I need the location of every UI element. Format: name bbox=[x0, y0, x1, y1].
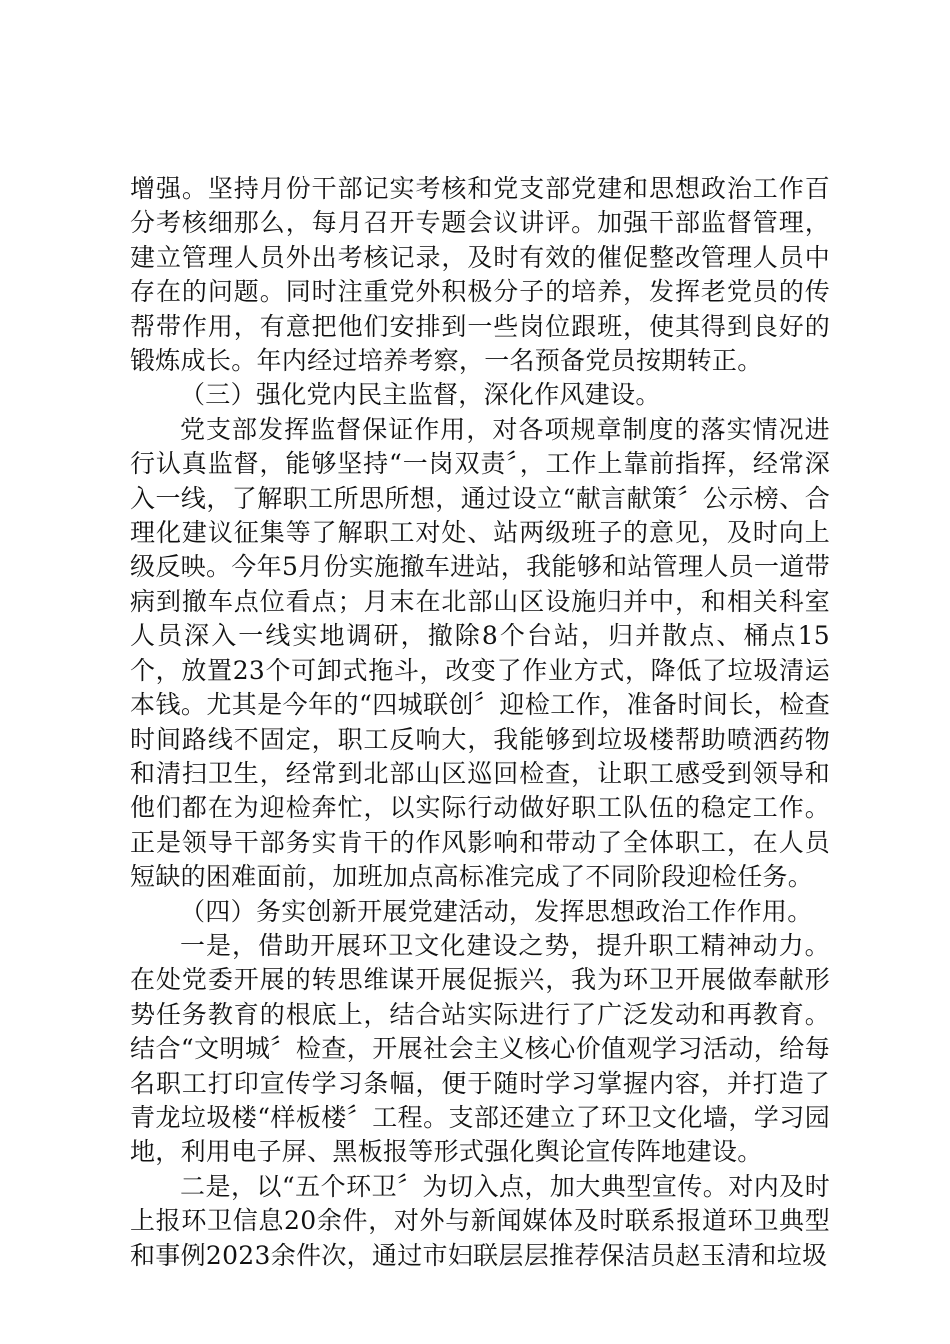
paragraph-culture: 一是，借助开展环卫文化建设之势，提升职工精神动力。在处党委开展的转思维谋开展促振兴，我为环卫开展做奉献形势任务教育的根底上，结合站实际进行了广泛发动和再教育。结合“文明城〞检查，开展社会主义核心价值观学习活动，给每名职工打印宣传学习条幅，便于随时学习掌握内容，并打造了青龙垃圾楼“样板楼〞工程。支部还建立了环卫文化墙，学习园地，利用电子屏、黑板报等形式强化舆论宣传阵地建设。 bbox=[130, 930, 830, 1167]
section-heading-4: （四）务实创新开展党建活动，发挥思想政治工作作用。 bbox=[180, 896, 813, 926]
paragraph-continuation: 增强。坚持月份干部记实考核和党支部党建和思想政治工作百分考核细那么，每月召开专题会议讲评。加强干部监督管理，建立管理人员外出考核记录，及时有效的催促整改管理人员中存在的问题。同时注重党外积极分子的培养，发挥老党员的传帮带作用，有意把他们安排到一些岗位跟班，使其得到良好的锻炼成长。年内经过培养考察，一名预备党员按期转正。 bbox=[130, 174, 830, 376]
section-heading-3: （三）强化党内民主监督，深化作风建设。 bbox=[180, 380, 661, 410]
paragraph-publicity: 二是，以“五个环卫〞为切入点，加大典型宣传。对内及时上报环卫信息20余件，对外与新闻媒体及时联系报道环卫典型和事例2023余件次，通过市妇联层层推荐保洁员赵玉清和垃圾 bbox=[130, 1171, 830, 1270]
document-page bbox=[130, 172, 830, 1273]
paragraph-supervision: 党支部发挥监督保证作用，对各项规章制度的落实情况进行认真监督，能够坚持“一岗双责〞，工作上靠前指挥，经常深入一线，了解职工所思所想，通过设立“献言献策〞公示榜、合理化建议征集等了解职工对处、站两级班子的意见，及时向上级反映。今年5月份实施撤车进站，我能够和站管理人员一道带病到撤车点位看点；月末在北部山区设施归并中，和相关科室人员深入一线实地调研，撤除8个台站，归并散点、桶点15个，放置23个可卸式拖斗，改变了作业方式，降低了垃圾清运本钱。尤其是今年的“四城联创〞迎检工作，准备时间长，检查时间路线不固定，职工反响大，我能够到垃圾楼帮助喷洒药物和清扫卫生，经常到北部山区巡回检查，让职工感受到领导和他们都在为迎检奔忙，以实际行动做好职工队伍的稳定工作。正是领导干部务实肯干的作风影响和带动了全体职工，在人员短缺的困难面前，加班加点高标准完成了不同阶段迎检任务。 bbox=[130, 414, 830, 892]
